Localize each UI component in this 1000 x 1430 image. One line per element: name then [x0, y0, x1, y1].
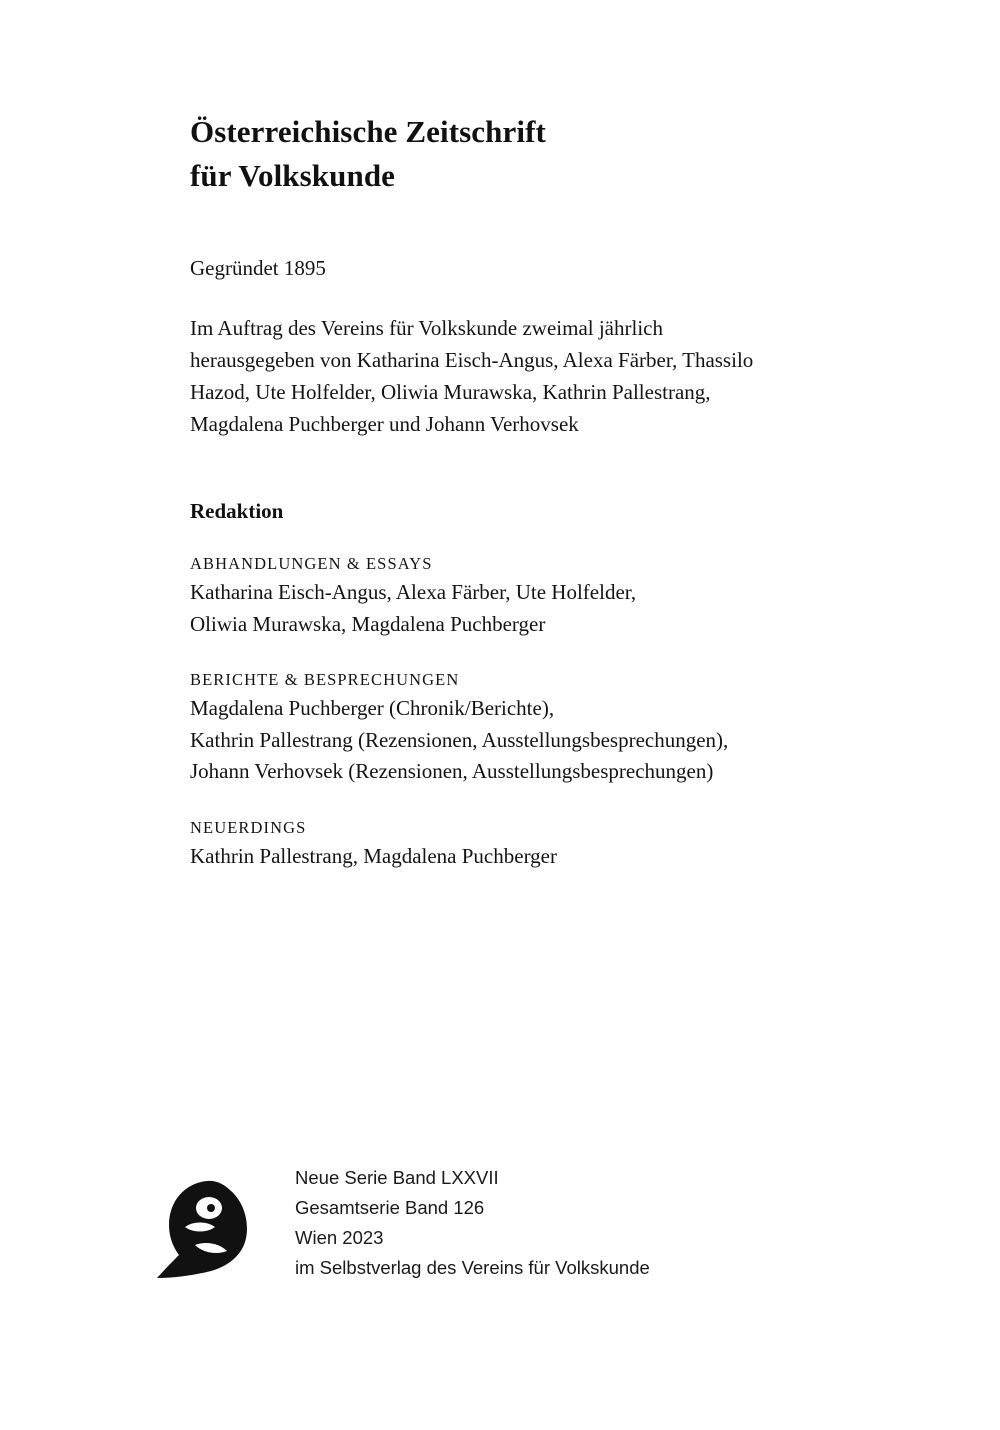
publisher-logo [155, 1175, 275, 1290]
colophon-series: Neue Serie Band LXXVII [295, 1167, 499, 1188]
commission-text: Im Auftrag des Vereins für Volkskunde zweimal jährlich herausgegeben von Katharina Eisch-Angus, Alexa Färber, Thassilo Hazod, Ute Holfelder, Oliwia Murawska, Kathrin Pallestrang, Magdalena Puchberger und Johann Verhovsek [190, 316, 754, 437]
colophon [295, 1163, 650, 1283]
editorial-section [190, 818, 890, 873]
editorial-section-names [190, 693, 890, 788]
colophon-total-series: Gesamtserie Band 126 [295, 1196, 485, 1218]
title-block [190, 110, 890, 872]
editorial-name-line: Johann Verhovsek (Rezensionen, Ausstellungsbesprechungen) [190, 759, 714, 784]
editorial-section-names [190, 841, 890, 873]
editorial-name-line: Oliwia Murawska, Magdalena Puchberger [190, 611, 546, 636]
editorial-section [190, 670, 890, 788]
editorial-name-line: Katharina Eisch-Angus, Alexa Färber, Ute Holfelder, [190, 580, 637, 605]
editorial-heading: Redaktion [190, 499, 284, 524]
editorial-section-label: NEUERDINGS [190, 817, 307, 837]
colophon-place-year: Wien 2023 [295, 1226, 384, 1248]
journal-title-line-1: Österreichische Zeitschrift [190, 114, 546, 149]
editorial-section-names [190, 577, 890, 640]
editorial-name-line: Magdalena Puchberger (Chronik/Berichte), [190, 696, 555, 721]
colophon-publisher: im Selbstverlag des Vereins für Volkskunde [295, 1256, 650, 1278]
editorial-section-label: BERICHTE & BESPRECHUNGEN [190, 670, 460, 690]
editorial-name-line: Kathrin Pallestrang, Magdalena Puchberger [190, 843, 557, 868]
editorial-section-label: ABHANDLUNGEN & ESSAYS [190, 554, 433, 574]
page-title [190, 110, 890, 198]
editorial-name-line: Kathrin Pallestrang (Rezensionen, Ausstellungsbesprechungen), [190, 727, 729, 752]
editorial-section [190, 554, 890, 640]
journal-title-line-2: für Volkskunde [190, 158, 396, 194]
founded-text: Gegründet 1895 [190, 256, 326, 281]
